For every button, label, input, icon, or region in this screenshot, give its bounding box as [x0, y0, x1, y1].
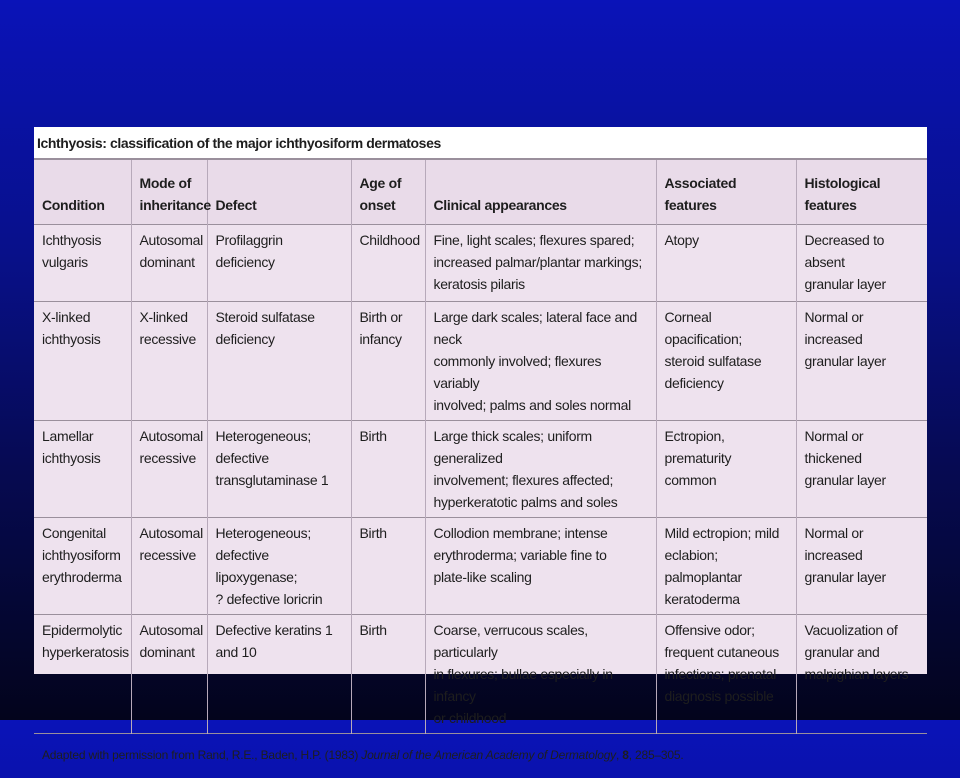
- cell-histological: Normal or increased granular layer: [796, 302, 927, 421]
- header-histological-features: Histological features: [796, 160, 927, 225]
- table-footnote: [34, 734, 927, 778]
- cell-inheritance: Autosomal dominant: [131, 225, 207, 302]
- cell-condition: Congenital ichthyosiform erythroderma: [34, 518, 131, 615]
- cell-clinical: Large thick scales; uniform generalized involvement; flexures affected; hyperkeratotic palms and soles: [425, 421, 656, 518]
- footnote-separator: ,: [616, 748, 622, 762]
- header-defect: Defect: [207, 160, 351, 225]
- footnote-pages: , 285–305.: [629, 748, 684, 762]
- header-row: [34, 160, 927, 225]
- table-row: [34, 302, 927, 421]
- cell-associated: Offensive odor; frequent cutaneous infections; prenatal diagnosis possible: [656, 615, 796, 734]
- cell-associated: Atopy: [656, 225, 796, 302]
- cell-defect: Defective keratins 1 and 10: [207, 615, 351, 734]
- cell-onset: Childhood: [351, 225, 425, 302]
- cell-defect: Profilaggrin deficiency: [207, 225, 351, 302]
- cell-defect: Heterogeneous; defective lipoxygenase; ? defective loricrin: [207, 518, 351, 615]
- cell-condition: X-linked ichthyosis: [34, 302, 131, 421]
- footnote-journal: Journal of the American Academy of Dermatology: [361, 748, 616, 762]
- header-condition: Condition: [34, 160, 131, 225]
- cell-inheritance: Autosomal recessive: [131, 518, 207, 615]
- table-row: [34, 225, 927, 302]
- cell-histological: Vacuolization of granular and malpighian layers: [796, 615, 927, 734]
- footnote-volume: 8: [622, 748, 628, 762]
- cell-histological: Normal or thickened granular layer: [796, 421, 927, 518]
- cell-onset: Birth or infancy: [351, 302, 425, 421]
- cell-defect: Heterogeneous; defective transglutaminase 1: [207, 421, 351, 518]
- classification-table: [34, 159, 927, 778]
- table-row: [34, 615, 927, 734]
- classification-table-panel: [34, 127, 927, 674]
- cell-clinical: Fine, light scales; flexures spared; increased palmar/plantar markings; keratosis pilaris: [425, 225, 656, 302]
- cell-clinical: Collodion membrane; intense erythroderma; variable fine to plate-like scaling: [425, 518, 656, 615]
- cell-clinical: Coarse, verrucous scales, particularly in flexures; bullae especially in infancy or childhood: [425, 615, 656, 734]
- table-title: Ichthyosis: classification of the major ichthyosiform dermatoses: [34, 127, 927, 159]
- cell-defect: Steroid sulfatase deficiency: [207, 302, 351, 421]
- header-clinical-appearances: Clinical appearances: [425, 160, 656, 225]
- cell-onset: Birth: [351, 615, 425, 734]
- footnote-prefix: Adapted with permission from Rand, R.E., Baden, H.P. (1983): [42, 748, 361, 762]
- cell-associated: Ectropion, prematurity common: [656, 421, 796, 518]
- cell-onset: Birth: [351, 518, 425, 615]
- table-row: [34, 518, 927, 615]
- cell-histological: Decreased to absent granular layer: [796, 225, 927, 302]
- header-mode-of-inheritance: Mode of inheritance: [131, 160, 207, 225]
- cell-associated: Corneal opacification; steroid sulfatase deficiency: [656, 302, 796, 421]
- cell-inheritance: Autosomal dominant: [131, 615, 207, 734]
- cell-inheritance: X-linked recessive: [131, 302, 207, 421]
- table-row: [34, 421, 927, 518]
- cell-condition: Lamellar ichthyosis: [34, 421, 131, 518]
- cell-condition: Ichthyosis vulgaris: [34, 225, 131, 302]
- header-associated-features: Associated features: [656, 160, 796, 225]
- cell-associated: Mild ectropion; mild eclabion; palmoplantar keratoderma: [656, 518, 796, 615]
- cell-onset: Birth: [351, 421, 425, 518]
- cell-inheritance: Autosomal recessive: [131, 421, 207, 518]
- cell-clinical: Large dark scales; lateral face and neck commonly involved; flexures variably involved; palms and soles normal: [425, 302, 656, 421]
- footnote-row: [34, 734, 927, 778]
- header-age-of-onset: Age of onset: [351, 160, 425, 225]
- cell-histological: Normal or increased granular layer: [796, 518, 927, 615]
- cell-condition: Epidermolytic hyperkeratosis: [34, 615, 131, 734]
